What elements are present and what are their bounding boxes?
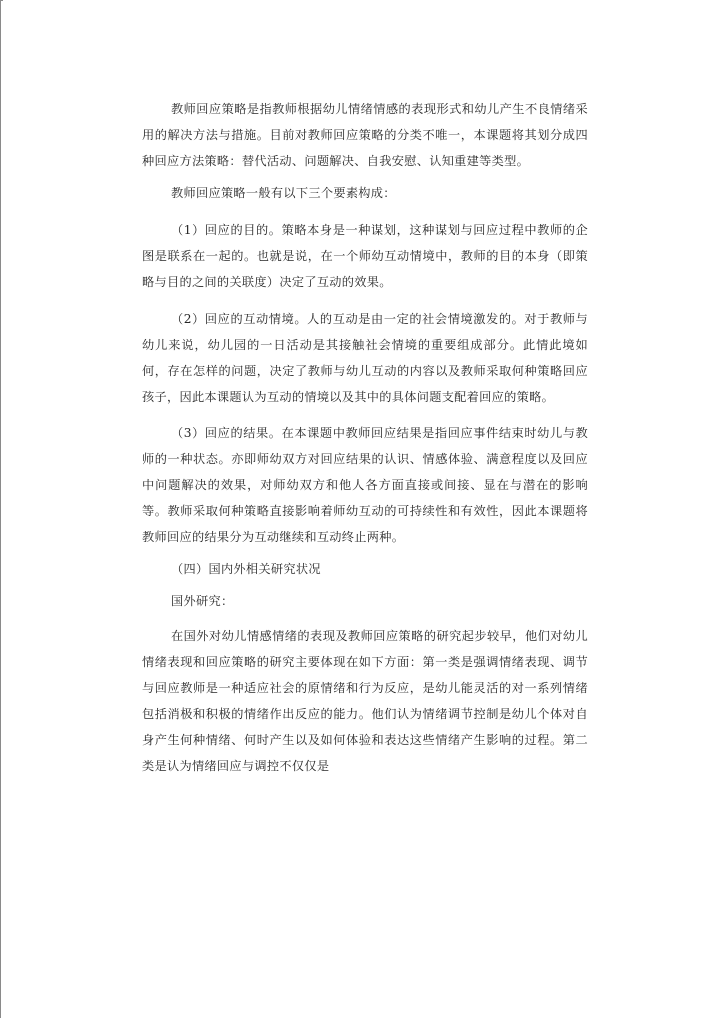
paragraph-foreign-research: 在国外对幼儿情感情绪的表现及教师回应策略的研究起步较早，他们对幼儿情绪表现和回应策略的研究主要体现在如下方面：第一类是强调情绪表现、调节与回应教师是一种适应社会的原情绪和行为反应，是幼儿能灵活的对一系列情绪包括消极和积极的情绪作出反应的能力。他们认为情绪调节控制是幼儿个体对自身产生何种情绪、何时产生以及如何体验和表达这些情绪产生影响的过程。第二类是认为情绪回应与调控不仅仅是 xyxy=(142,629,588,773)
page-top-border xyxy=(0,0,3,1)
paragraph-elements-intro: 教师回应策略一般有以下三个要素构成： xyxy=(171,186,396,200)
paragraph-element-2-context: （2）回应的互动情境。人的互动是由一定的社会情境激发的。对于教师与幼儿来说，幼儿园的一日活动是其接触社会情境的重要组成部分。此情此境如何，存在怎样的问题，决定了教师与幼儿互动的内容以及教师采取何种策略回应孩子，因此本课题认为互动的情境以及其中的具体问题支配着回应的策略。 xyxy=(142,312,588,404)
paragraph-element-1-purpose: （1）回应的目的。策略本身是一种谋划，这种谋划与回应过程中教师的企图是联系在一起的。也就是说，在一个师幼互动情境中，教师的目的本身（即策略与目的之间的关联度）决定了互动的效果。 xyxy=(142,223,588,289)
paragraph-element-3-result: （3）回应的结果。在本课题中教师回应结果是指回应事件结束时幼儿与教师的一种状态。亦即师幼双方对回应结果的认识、情感体验、满意程度以及回应中问题解决的效果，对师幼双方和他人各方面直接或间接、显在与潜在的影响等。教师采取何种策略直接影响着师幼互动的可持续性和有效性，因此本课题将教师回应的结果分为互动继续和互动终止两种。 xyxy=(142,426,588,544)
document-body xyxy=(142,96,588,779)
section-heading-research-status: （四）国内外相关研究状况 xyxy=(171,562,321,576)
subheading-foreign-research: 国外研究： xyxy=(171,594,234,608)
page-left-border xyxy=(0,0,1,1018)
paragraph-strategy-definition: 教师回应策略是指教师根据幼儿情绪情感的表现形式和幼儿产生不良情绪采用的解决方法与措施。目前对教师回应策略的分类不唯一，本课题将其划分成四种回应方法策略：替代活动、问题解决、自我安慰、认知重建等类型。 xyxy=(142,102,588,168)
